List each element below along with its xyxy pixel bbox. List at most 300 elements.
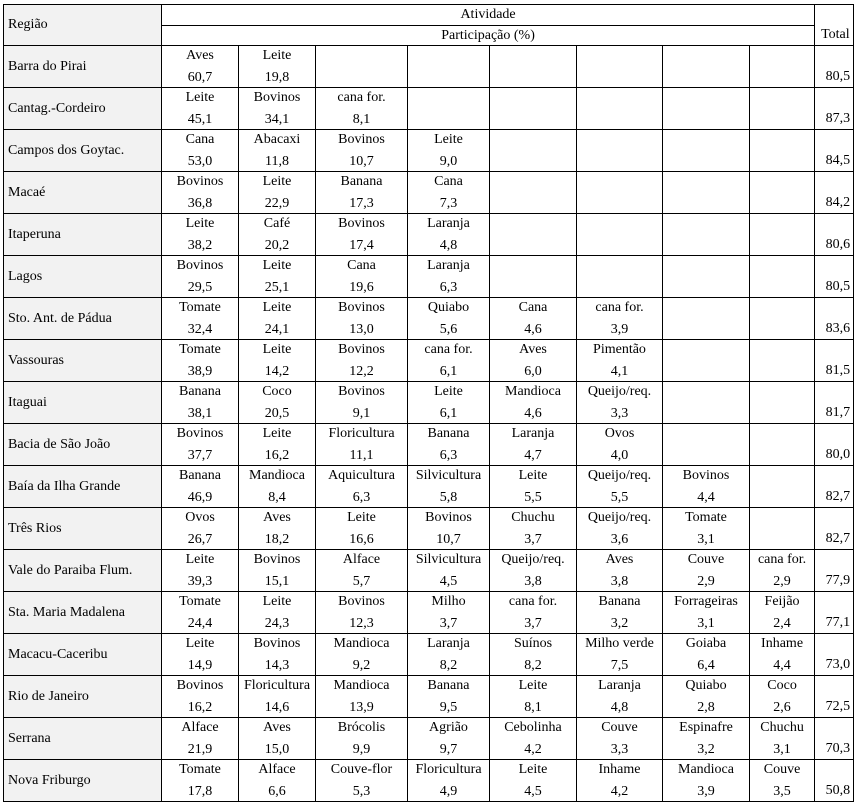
activity-cell xyxy=(316,718,408,760)
activity-name: Quiabo xyxy=(685,678,727,693)
activity-name: Silvicultura xyxy=(415,552,482,567)
activity-cell xyxy=(162,592,239,634)
activity-share: 3,7 xyxy=(524,616,542,631)
activity-cell xyxy=(490,550,577,592)
activity-name: Leite xyxy=(262,300,292,315)
activity-cell xyxy=(577,508,663,550)
activity-share: 21,9 xyxy=(187,742,213,757)
activity-cell xyxy=(490,466,577,508)
activity-share: 7,3 xyxy=(439,196,458,211)
activity-cell xyxy=(162,130,239,172)
activity-share: 39,3 xyxy=(187,574,213,589)
activity-cell xyxy=(577,214,663,256)
activity-cell xyxy=(577,592,663,634)
activity-cell xyxy=(663,424,750,466)
activity-share: 14,6 xyxy=(264,700,290,715)
region-name: Macaé xyxy=(4,172,162,214)
table-row xyxy=(4,760,854,802)
activity-name: Chuchu xyxy=(760,720,804,735)
table-row xyxy=(4,676,854,718)
activity-cell xyxy=(750,46,815,88)
activity-cell xyxy=(239,718,316,760)
total-value: 77,9 xyxy=(815,550,854,592)
region-name: Campos dos Goytac. xyxy=(4,130,162,172)
activity-name: Alface xyxy=(258,762,296,777)
activity-cell xyxy=(750,760,815,802)
activity-name: Cana xyxy=(518,300,548,315)
activity-cell xyxy=(316,592,408,634)
activity-cell xyxy=(408,508,490,550)
activity-cell xyxy=(239,550,316,592)
total-value: 87,3 xyxy=(815,88,854,130)
activity-share: 13,9 xyxy=(349,700,374,715)
activity-share: 14,9 xyxy=(187,658,213,673)
activity-cell xyxy=(663,508,750,550)
activity-cell xyxy=(408,298,490,340)
activity-name: Alface xyxy=(342,552,381,567)
activity-cell xyxy=(490,256,577,298)
activity-share: 8,2 xyxy=(524,658,542,673)
activity-cell xyxy=(162,88,239,130)
activity-cell xyxy=(408,130,490,172)
activity-cell xyxy=(239,634,316,676)
activity-name: Tomate xyxy=(179,342,221,357)
activity-name: Coco xyxy=(262,384,292,399)
activity-share: 14,3 xyxy=(264,658,290,673)
activity-cell xyxy=(316,214,408,256)
activity-cell xyxy=(239,592,316,634)
table-row xyxy=(4,130,854,172)
activity-share: 8,1 xyxy=(524,700,542,715)
activity-name: Bovinos xyxy=(176,258,224,273)
activity-share: 4,4 xyxy=(697,490,715,505)
activity-name: Leite xyxy=(434,132,463,147)
activity-cell xyxy=(750,382,815,424)
activity-cell xyxy=(577,424,663,466)
activity-cell xyxy=(577,172,663,214)
activity-share: 4,2 xyxy=(524,742,542,757)
activity-share: 11,8 xyxy=(265,154,289,169)
activity-name: Floricultura xyxy=(328,426,395,441)
activity-name: Tomate xyxy=(179,300,221,315)
activity-name: Espinafre xyxy=(679,720,733,735)
activity-cell xyxy=(408,424,490,466)
activity-share: 4,5 xyxy=(524,784,542,799)
activity-name: Banana xyxy=(427,426,470,441)
activity-cell xyxy=(239,130,316,172)
activity-cell xyxy=(408,466,490,508)
activity-name: Bovinos xyxy=(253,636,301,651)
activity-share: 6,0 xyxy=(524,364,542,379)
activity-cell xyxy=(408,676,490,718)
activity-cell xyxy=(577,46,663,88)
table-row xyxy=(4,298,854,340)
activity-share: 24,3 xyxy=(264,616,290,631)
activity-name: Bovinos xyxy=(176,426,224,441)
activity-cell xyxy=(577,298,663,340)
activity-name: Bovinos xyxy=(338,342,385,357)
activity-cell xyxy=(316,466,408,508)
activity-name: Café xyxy=(263,216,291,231)
activity-cell xyxy=(408,760,490,802)
total-value: 80,6 xyxy=(815,214,854,256)
activity-cell xyxy=(316,508,408,550)
activity-share: 32,4 xyxy=(187,322,213,337)
activity-share: 15,1 xyxy=(264,574,290,589)
activity-share: 5,8 xyxy=(439,490,458,505)
region-name: Vale do Paraiba Flum. xyxy=(4,550,162,592)
activity-name: Cana xyxy=(434,174,463,189)
activity-cell xyxy=(750,214,815,256)
activity-name: Cana xyxy=(185,132,215,147)
activity-header: Atividade xyxy=(162,5,815,26)
activity-cell xyxy=(577,256,663,298)
activity-share: 3,6 xyxy=(610,532,629,547)
activity-name: Leite xyxy=(262,258,292,273)
total-value: 84,2 xyxy=(815,172,854,214)
activity-share: 4,0 xyxy=(610,448,629,463)
table-row xyxy=(4,634,854,676)
region-name: Itaperuna xyxy=(4,214,162,256)
activity-name: Leite xyxy=(262,48,292,63)
activity-share: 38,9 xyxy=(187,364,213,379)
activity-share: 13,0 xyxy=(349,322,374,337)
activity-name: Cana xyxy=(347,258,376,273)
activity-name: Suínos xyxy=(513,636,553,651)
table-row xyxy=(4,424,854,466)
activity-name: Queijo/req. xyxy=(587,384,652,399)
activity-name: Banana xyxy=(340,174,383,189)
activity-share: 10,7 xyxy=(436,532,461,547)
activity-cell xyxy=(663,550,750,592)
table-row xyxy=(4,256,854,298)
activity-name: Bovinos xyxy=(253,90,301,105)
activity-share: 5,5 xyxy=(610,490,629,505)
activity-cell xyxy=(316,676,408,718)
activity-cell xyxy=(239,88,316,130)
table-row xyxy=(4,340,854,382)
activity-cell xyxy=(408,46,490,88)
activity-share: 9,7 xyxy=(439,742,458,757)
activity-name: Floricultura xyxy=(243,678,311,693)
region-name: Três Rios xyxy=(4,508,162,550)
activity-cell xyxy=(316,760,408,802)
activity-name: Coco xyxy=(767,678,797,693)
activity-cell xyxy=(750,340,815,382)
activity-share: 37,7 xyxy=(187,448,213,463)
activity-share: 11,1 xyxy=(349,448,374,463)
activity-name: Abacaxi xyxy=(253,132,301,147)
activity-cell xyxy=(663,760,750,802)
activity-name: Bovinos xyxy=(176,174,224,189)
activity-share: 46,9 xyxy=(187,490,213,505)
activity-cell xyxy=(577,676,663,718)
activity-name: Leite xyxy=(262,594,292,609)
total-value: 50,8 xyxy=(815,760,854,802)
activity-cell xyxy=(750,172,815,214)
activity-name: Couve xyxy=(763,762,801,777)
activity-cell xyxy=(663,298,750,340)
table-row xyxy=(4,508,854,550)
activity-share: 2,9 xyxy=(773,574,791,589)
activity-cell xyxy=(577,550,663,592)
activity-share: 20,5 xyxy=(264,406,290,421)
activity-cell xyxy=(239,760,316,802)
activity-share: 2,9 xyxy=(697,574,715,589)
activity-cell xyxy=(490,382,577,424)
activity-cell xyxy=(663,214,750,256)
activity-name: Leite xyxy=(185,90,215,105)
total-value: 82,7 xyxy=(815,466,854,508)
activity-name: Tomate xyxy=(179,762,221,777)
activity-name: Floricultura xyxy=(415,762,482,777)
total-value: 80,0 xyxy=(815,424,854,466)
activity-share: 38,2 xyxy=(187,238,213,253)
activity-share: 4,8 xyxy=(610,700,629,715)
activity-name: Mandioca xyxy=(678,762,734,777)
activity-cell xyxy=(239,256,316,298)
activity-share: 16,6 xyxy=(349,532,374,547)
activity-cell xyxy=(663,382,750,424)
activity-cell xyxy=(750,298,815,340)
activity-cell xyxy=(162,550,239,592)
activity-share: 9,9 xyxy=(352,742,371,757)
activity-name: Laranja xyxy=(598,678,641,693)
activity-share: 12,2 xyxy=(349,364,374,379)
activity-name: Mandioca xyxy=(333,678,390,693)
activity-cell xyxy=(316,550,408,592)
activity-share: 2,6 xyxy=(773,700,791,715)
activity-cell xyxy=(408,340,490,382)
activity-cell xyxy=(316,634,408,676)
activity-share: 3,3 xyxy=(610,406,629,421)
activity-share: 4,9 xyxy=(439,784,458,799)
activity-cell xyxy=(316,172,408,214)
total-value: 70,3 xyxy=(815,718,854,760)
activity-cell xyxy=(239,508,316,550)
activity-share: 18,2 xyxy=(264,532,290,547)
total-value: 81,5 xyxy=(815,340,854,382)
activity-name: Bovinos xyxy=(338,384,385,399)
activity-share: 16,2 xyxy=(187,700,213,715)
activity-share: 38,1 xyxy=(187,406,213,421)
total-value: 80,5 xyxy=(815,46,854,88)
activity-name: cana for. xyxy=(595,300,644,315)
total-value: 83,6 xyxy=(815,298,854,340)
total-value: 80,5 xyxy=(815,256,854,298)
activity-cell xyxy=(162,46,239,88)
activity-cell xyxy=(408,172,490,214)
activity-cell xyxy=(490,130,577,172)
activity-share: 3,1 xyxy=(697,532,715,547)
activity-name: cana for. xyxy=(424,342,473,357)
activity-cell xyxy=(316,382,408,424)
activity-share: 19,6 xyxy=(349,280,374,295)
activity-name: Chuchu xyxy=(511,510,555,525)
activity-name: Leite xyxy=(518,678,548,693)
activity-cell xyxy=(663,634,750,676)
activity-share: 10,7 xyxy=(349,154,374,169)
activity-cell xyxy=(408,88,490,130)
total-column-header: Total xyxy=(815,5,854,46)
activity-cell xyxy=(408,550,490,592)
activity-share: 15,0 xyxy=(264,742,290,757)
activity-cell xyxy=(316,88,408,130)
activity-name: Milho verde xyxy=(585,636,654,651)
activity-cell xyxy=(316,340,408,382)
activity-name: Alface xyxy=(181,720,219,735)
activity-name: Leite xyxy=(262,342,292,357)
activity-name: Mandioca xyxy=(249,468,305,483)
activity-share: 9,1 xyxy=(352,406,371,421)
activity-cell xyxy=(663,46,750,88)
activity-name: Aves xyxy=(263,510,291,525)
activity-name: Tomate xyxy=(179,594,221,609)
activity-name: Laranja xyxy=(511,426,555,441)
activity-cell xyxy=(490,298,577,340)
activity-share: 4,2 xyxy=(610,784,629,799)
activity-name: Couve-flor xyxy=(330,762,393,777)
activity-name: Leite xyxy=(185,552,215,567)
activity-name: Forrageiras xyxy=(674,594,738,609)
activity-share: 45,1 xyxy=(187,112,213,127)
activity-share: 8,2 xyxy=(439,658,458,673)
activity-cell xyxy=(750,676,815,718)
activity-cell xyxy=(408,634,490,676)
activity-cell xyxy=(577,340,663,382)
activity-share: 24,1 xyxy=(264,322,290,337)
activity-share: 4,8 xyxy=(439,238,458,253)
activity-share: 5,7 xyxy=(352,574,371,589)
activity-share: 5,3 xyxy=(352,784,371,799)
activity-share: 6,4 xyxy=(697,658,715,673)
activity-cell xyxy=(663,718,750,760)
activity-share: 3,2 xyxy=(697,742,715,757)
activity-name: Cebolinha xyxy=(504,720,562,735)
activity-cell xyxy=(663,592,750,634)
activity-share: 3,7 xyxy=(524,532,542,547)
activity-cell xyxy=(316,298,408,340)
activity-cell xyxy=(162,298,239,340)
activity-name: Banana xyxy=(598,594,641,609)
activity-cell xyxy=(663,130,750,172)
activity-name: Leite xyxy=(434,384,463,399)
activity-share: 53,0 xyxy=(187,154,213,169)
activity-share: 4,6 xyxy=(524,406,542,421)
table-row xyxy=(4,466,854,508)
activity-cell xyxy=(490,718,577,760)
activity-share: 5,5 xyxy=(524,490,542,505)
activity-share: 8,1 xyxy=(352,112,371,127)
total-value: 84,5 xyxy=(815,130,854,172)
activity-share: 9,5 xyxy=(439,700,458,715)
activity-name: Bovinos xyxy=(338,132,385,147)
activity-cell xyxy=(239,46,316,88)
region-name: Sta. Maria Madalena xyxy=(4,592,162,634)
total-value: 72,5 xyxy=(815,676,854,718)
activity-share: 3,1 xyxy=(773,742,791,757)
activity-share: 3,8 xyxy=(524,574,542,589)
activity-share: 4,5 xyxy=(439,574,458,589)
activity-share: 3,3 xyxy=(610,742,629,757)
activity-cell xyxy=(577,466,663,508)
activity-cell xyxy=(239,466,316,508)
activity-cell xyxy=(750,256,815,298)
activity-cell xyxy=(577,88,663,130)
activity-share: 3,7 xyxy=(439,616,458,631)
activity-name: Quiabo xyxy=(427,300,470,315)
activity-share: 4,6 xyxy=(524,322,542,337)
activity-share: 12,3 xyxy=(349,616,374,631)
activity-cell xyxy=(490,340,577,382)
activity-cell xyxy=(239,424,316,466)
activity-name: Feijão xyxy=(764,594,800,609)
activity-share: 19,8 xyxy=(264,70,290,85)
activity-share: 20,2 xyxy=(264,238,290,253)
activity-cell xyxy=(316,424,408,466)
participation-header: Participação (%) xyxy=(162,26,815,46)
region-column-header: Região xyxy=(4,5,162,46)
total-value: 73,0 xyxy=(815,634,854,676)
activity-cell xyxy=(490,46,577,88)
activity-name: Brócolis xyxy=(337,720,386,735)
activity-share: 17,4 xyxy=(349,238,374,253)
activity-name: Leite xyxy=(262,174,292,189)
activity-name: Tomate xyxy=(685,510,727,525)
activity-cell xyxy=(750,592,815,634)
activity-name: Bovinos xyxy=(338,594,385,609)
activity-name: Couve xyxy=(687,552,725,567)
activity-cell xyxy=(663,172,750,214)
activity-cell xyxy=(162,340,239,382)
activity-cell xyxy=(162,676,239,718)
activity-cell xyxy=(490,424,577,466)
region-name: Barra do Pirai xyxy=(4,46,162,88)
region-name: Vassouras xyxy=(4,340,162,382)
activity-name: cana for. xyxy=(508,594,558,609)
activity-name: Aves xyxy=(186,48,214,63)
activity-cell xyxy=(750,130,815,172)
activity-cell xyxy=(239,676,316,718)
activity-share: 60,7 xyxy=(187,70,213,85)
table-row xyxy=(4,214,854,256)
activity-share: 17,3 xyxy=(349,196,374,211)
activity-cell xyxy=(577,760,663,802)
activity-cell xyxy=(162,172,239,214)
activity-name: cana for. xyxy=(337,90,386,105)
activity-cell xyxy=(663,676,750,718)
activity-cell xyxy=(577,718,663,760)
activity-name: Queijo/req. xyxy=(587,468,652,483)
activity-name: Leite xyxy=(185,636,215,651)
activity-share: 6,3 xyxy=(439,448,458,463)
activity-cell xyxy=(239,172,316,214)
activity-share: 4,4 xyxy=(773,658,791,673)
activity-name: Bovinos xyxy=(682,468,730,483)
activity-cell xyxy=(750,634,815,676)
activity-cell xyxy=(577,382,663,424)
activity-cell xyxy=(239,214,316,256)
activity-name: Leite xyxy=(347,510,376,525)
table-row xyxy=(4,550,854,592)
activity-cell xyxy=(162,634,239,676)
region-name: Sto. Ant. de Pádua xyxy=(4,298,162,340)
total-value: 81,7 xyxy=(815,382,854,424)
activity-share: 6,6 xyxy=(268,784,286,799)
activity-cell xyxy=(408,256,490,298)
table-row xyxy=(4,718,854,760)
activity-cell xyxy=(239,340,316,382)
